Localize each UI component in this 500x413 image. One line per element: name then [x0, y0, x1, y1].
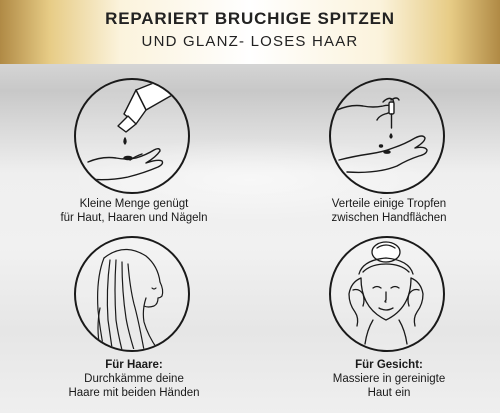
step-2-line-2: zwischen Handflächen: [331, 212, 447, 224]
title-banner: [0, 0, 500, 64]
face-massage-icon: [329, 236, 445, 352]
step-2-line-1: Verteile einige Tropfen: [331, 198, 447, 210]
step-1-line-1: Kleine Menge genügt: [79, 198, 189, 210]
step-3-line-2: Haare mit beiden Händen: [68, 387, 200, 399]
title-line-2: UND GLANZ- LOSES HAAR: [141, 33, 359, 50]
step-4-line-1: Massiere in gereinigte: [332, 373, 446, 385]
step-2-caption: [289, 197, 489, 225]
step-1-line-2: für Haut, Haaren und Nägeln: [60, 212, 208, 224]
title-line-1: REPARIERT BRUCHIGE SPITZEN: [105, 9, 395, 28]
hair-profile-icon: [74, 236, 190, 352]
step-4-line-2: Haut ein: [367, 387, 411, 399]
step-3-heading: Für Haare:: [105, 359, 163, 371]
step-3-caption: [34, 358, 234, 400]
step-4-heading: Für Gesicht:: [355, 359, 423, 371]
step-3-line-1: Durchkämme deine: [84, 373, 184, 385]
step-1-caption: [34, 197, 234, 225]
hands-dropper-icon: [329, 78, 445, 194]
step-4-caption: [289, 358, 489, 400]
dropper-hand-icon: [74, 78, 190, 194]
